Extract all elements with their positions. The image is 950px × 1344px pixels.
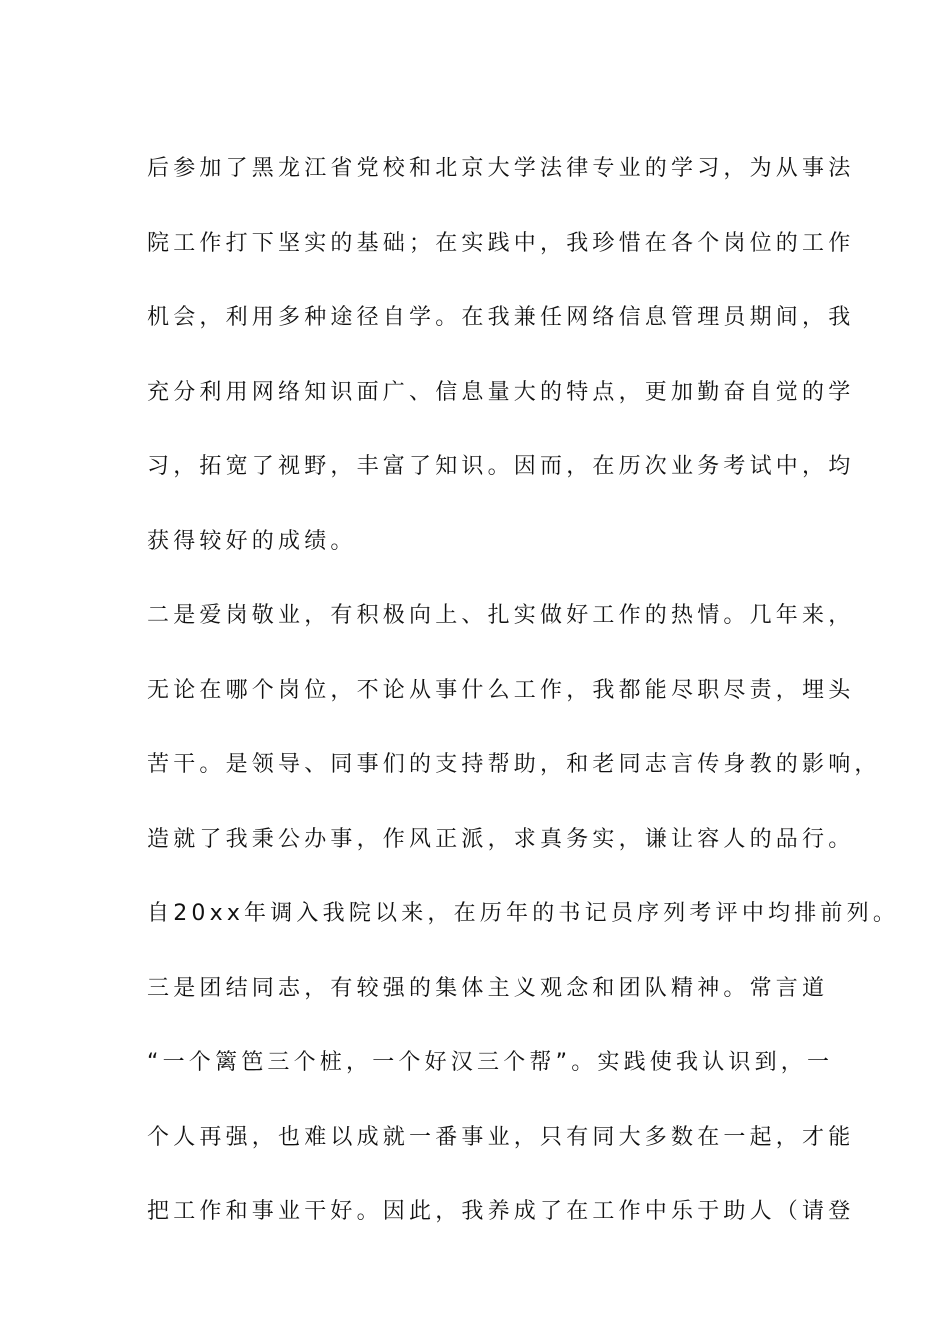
text-line-10: 造就了我秉公办事，作风正派，求真务实，谦让容人的品行。 <box>147 826 855 852</box>
text-line-4: 充分利用网络知识面广、信息量大的特点，更加勤奋自觉的学 <box>147 379 855 405</box>
text-line-1: 后参加了黑龙江省党校和北京大学法律专业的学习，为从事法 <box>147 156 855 181</box>
text-line-2: 院工作打下坚实的基础；在实践中，我珍惜在各个岗位的工作 <box>147 230 855 256</box>
text-line-13: “一个篱笆三个桩，一个好汉三个帮”。实践使我认识到，一 <box>147 1050 834 1075</box>
text-line-9: 苦干。是领导、同事们的支持帮助，和老同志言传身教的影响， <box>147 752 881 777</box>
text-line-11: 自20xx年调入我院以来，在历年的书记员序列考评中均排前列。 <box>147 901 900 926</box>
text-line-7: 二是爱岗敬业，有积极向上、扎实做好工作的热情。几年来， <box>147 603 855 628</box>
text-line-6: 获得较好的成绩。 <box>147 528 357 554</box>
text-line-12: 三是团结同志，有较强的集体主义观念和团队精神。常言道 <box>147 975 829 1001</box>
text-line-8: 无论在哪个岗位，不论从事什么工作，我都能尽职尽责，埋头 <box>147 677 855 703</box>
text-line-3: 机会，利用多种途径自学。在我兼任网络信息管理员期间，我 <box>147 305 855 330</box>
body-text <box>147 132 900 1250</box>
text-line-14: 个人再强，也难以成就一番事业，只有同大多数在一起，才能 <box>147 1124 855 1150</box>
text-line-5: 习，拓宽了视野，丰富了知识。因而，在历次业务考试中，均 <box>147 454 855 479</box>
text-line-15: 把工作和事业干好。因此，我养成了在工作中乐于助人（请登 <box>147 1199 855 1224</box>
